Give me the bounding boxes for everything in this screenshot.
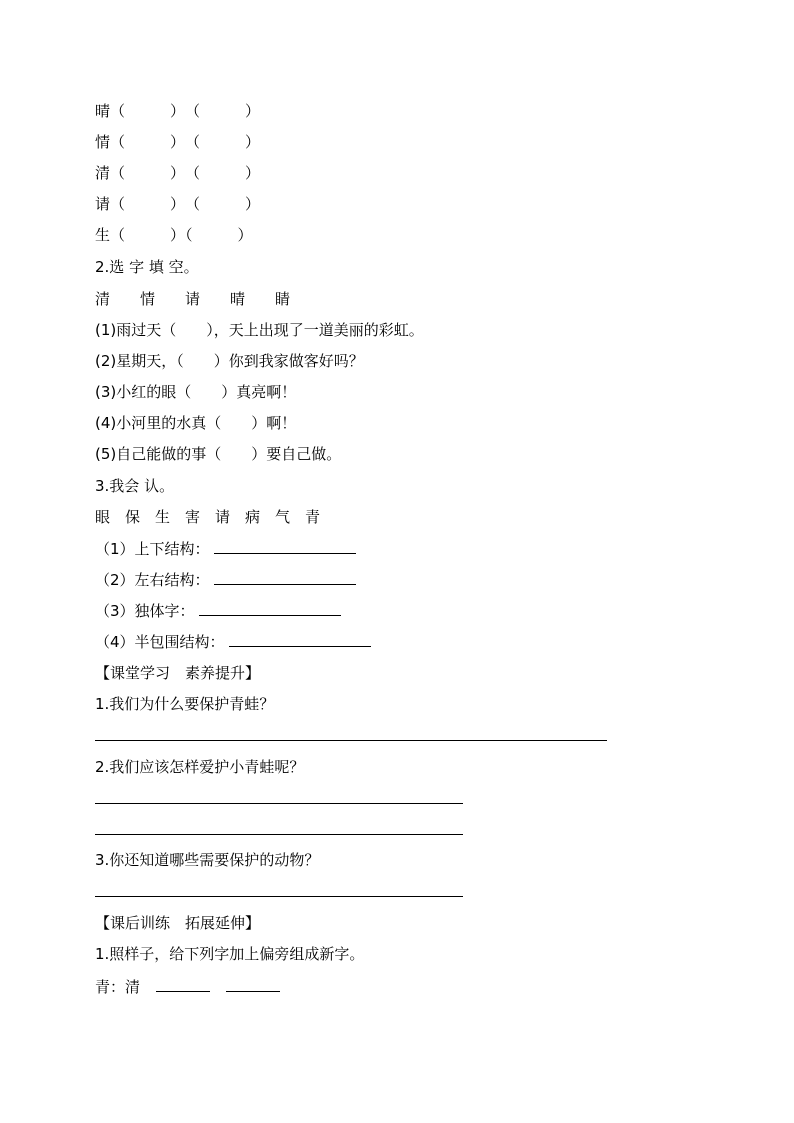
structure-row <box>95 132 260 152</box>
q3-item-label: （1）上下结构： <box>95 540 210 558</box>
structure-row <box>95 101 260 121</box>
q3-item <box>95 631 371 651</box>
structure-char: 请 <box>95 195 111 213</box>
structure-blanks: （ ） （ ） <box>110 102 261 120</box>
answer-blank[interactable] <box>226 976 280 992</box>
structure-row <box>95 163 260 183</box>
answer-blank[interactable] <box>214 569 356 585</box>
structure-char: 情 <box>95 133 111 151</box>
q2-item: (4)小河里的水真（ ）啊！ <box>95 414 297 432</box>
q3-chars: 眼 保 生 害 请 病 气 青 <box>95 508 321 526</box>
class-question-3: 3.你还知道哪些需要保护的动物？ <box>95 851 320 869</box>
q3-item-label: （3）独体字： <box>95 602 195 620</box>
q2-options: 清 情 请 晴 睛 <box>95 290 291 308</box>
answer-blank[interactable] <box>156 976 210 992</box>
structure-blanks: （ ） （ ） <box>110 133 261 151</box>
answer-line[interactable] <box>95 834 463 835</box>
section-heading-after: 【课后训练 拓展延伸】 <box>95 914 261 932</box>
q3-title: 3.我会 认。 <box>95 477 175 495</box>
q3-item <box>95 569 356 589</box>
q3-item-label: （4）半包围结构： <box>95 633 225 651</box>
answer-line[interactable] <box>95 803 463 804</box>
q2-item: (1)雨过天（ ），天上出现了一道美丽的彩虹。 <box>95 321 424 339</box>
structure-row <box>95 225 253 245</box>
structure-char: 晴 <box>95 102 111 120</box>
q2-item: (3)小红的眼（ ）真亮啊！ <box>95 383 297 401</box>
q2-item: (5)自己能做的事（ ）要自己做。 <box>95 445 342 463</box>
structure-blanks: （ ） （ ） <box>110 164 261 182</box>
after-example <box>95 976 280 996</box>
q3-item <box>95 600 341 620</box>
class-question-1: 1.我们为什么要保护青蛙？ <box>95 695 275 713</box>
example-label: 青：清 <box>95 978 141 996</box>
q3-item <box>95 538 356 558</box>
structure-char: 生 <box>95 226 111 244</box>
class-question-2: 2.我们应该怎样爱护小青蛙呢？ <box>95 758 305 776</box>
structure-row <box>95 194 260 214</box>
q2-item: (2)星期天，（ ）你到我家做客好吗？ <box>95 352 364 370</box>
structure-blanks: （ ） （ ） <box>110 195 261 213</box>
answer-blank[interactable] <box>229 631 371 647</box>
after-question-1: 1.照样子，给下列字加上偏旁组成新字。 <box>95 945 365 963</box>
section-heading-class: 【课堂学习 素养提升】 <box>95 664 261 682</box>
answer-line[interactable] <box>95 740 607 741</box>
answer-blank[interactable] <box>199 600 341 616</box>
structure-char: 清 <box>95 164 111 182</box>
answer-blank[interactable] <box>214 538 356 554</box>
q3-item-label: （2）左右结构： <box>95 571 210 589</box>
structure-blanks: （ ）（ ） <box>110 226 253 244</box>
q2-title: 2.选 字 填 空。 <box>95 258 199 276</box>
answer-line[interactable] <box>95 896 463 897</box>
